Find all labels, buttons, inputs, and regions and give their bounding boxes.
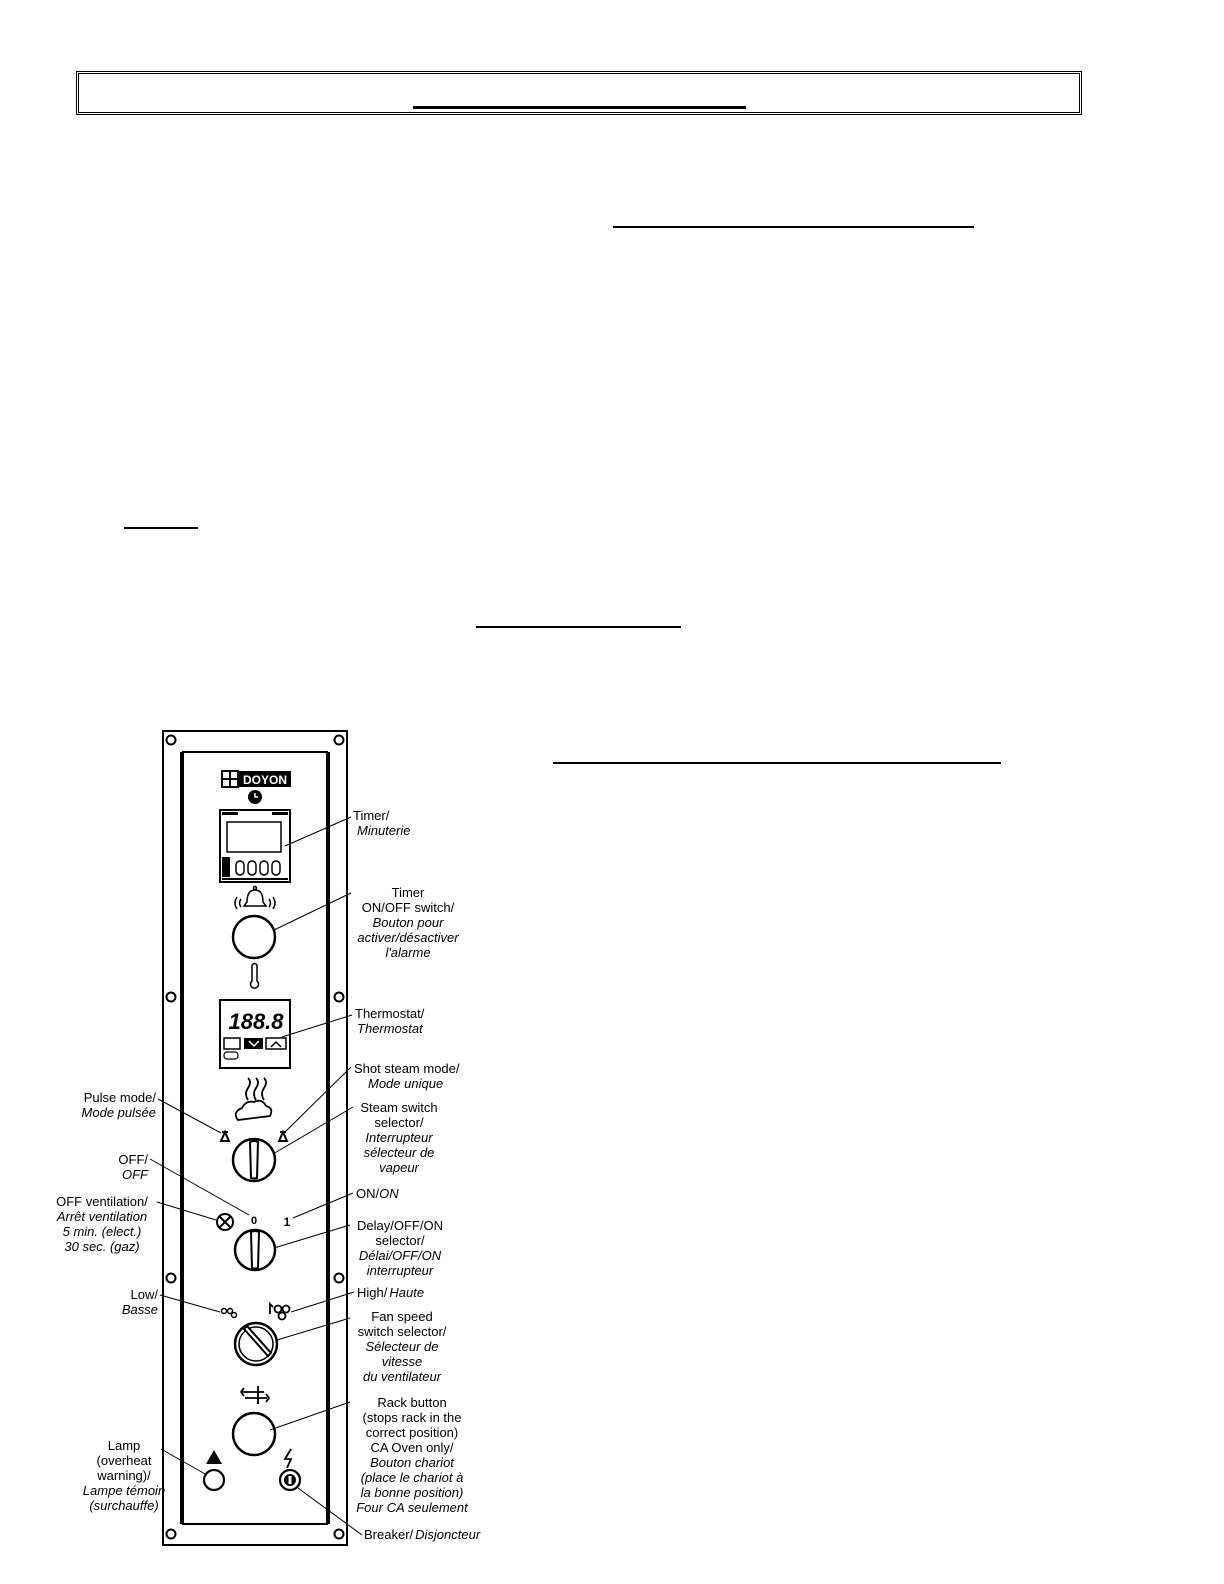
delay-selector-knob — [235, 1230, 275, 1270]
overheat-lamp — [204, 1470, 224, 1490]
mounting-hole — [167, 993, 176, 1002]
mounting-hole — [335, 736, 344, 745]
steam-icon — [236, 1078, 272, 1120]
label-high: High/ Haute — [357, 1285, 425, 1300]
fan-low-icon — [222, 1309, 237, 1318]
label-low: Low/ Basse — [121, 1287, 158, 1317]
mounting-hole — [335, 1274, 344, 1283]
mounting-hole — [167, 1274, 176, 1283]
thermostat-display — [220, 1000, 290, 1068]
label-delay-selector: Delay/OFF/ON selector/ Délai/OFF/ON interrupteur — [357, 1218, 443, 1278]
ventilation-off-icon — [217, 1214, 233, 1230]
label-rack-button: Rack button (stops rack in the correct position) CA Oven only/ Bouton chariot (place le chariot à la bonne position) Four CA seulement — [356, 1395, 468, 1515]
label-pulse-mode: Pulse mode/ Mode pulsée — [81, 1090, 156, 1120]
brand-name: DOYON — [242, 773, 288, 787]
lightning-icon — [285, 1449, 291, 1468]
label-timer-switch: Timer ON/OFF switch/ Bouton pour activer/désactiver l'alarme — [357, 885, 459, 960]
label-steam-selector: Steam switch selector/ Interrupteur sélecteur de vapeur — [360, 1100, 438, 1175]
mounting-hole — [167, 736, 176, 745]
thermometer-icon — [251, 964, 259, 989]
warning-icon — [206, 1450, 222, 1464]
off-marker: 0 — [250, 1215, 258, 1227]
mounting-hole — [167, 1530, 176, 1539]
thermostat-readout: 188.8 — [228, 1009, 284, 1034]
label-breaker: Breaker/ Disjoncteur — [364, 1527, 481, 1542]
label-shot-steam: Shot steam mode/ Mode unique — [354, 1061, 460, 1091]
rack-rotate-icon — [241, 1386, 269, 1404]
on-marker: 1 — [283, 1215, 291, 1229]
rack-button — [233, 1413, 275, 1455]
fan-high-icon — [270, 1304, 290, 1320]
label-on: ON/ON — [356, 1186, 399, 1201]
label-fan-selector: Fan speed switch selector/ Sélecteur de vitesse du ventilateur — [357, 1309, 447, 1384]
pulse-mode-icon — [221, 1132, 229, 1141]
timer-onoff-button — [233, 916, 275, 958]
shot-mode-icon — [279, 1132, 287, 1141]
label-off-ventilation: OFF ventilation/ Arrêt ventilation 5 min. (elect.) 30 sec. (gaz) — [56, 1194, 148, 1254]
label-lamp: Lamp (overheat warning)/ Lampe témoin (surchauffe) — [82, 1438, 166, 1513]
label-timer: Timer/ Minuterie — [353, 808, 411, 838]
fan-speed-knob — [235, 1323, 277, 1365]
mounting-hole — [335, 1530, 344, 1539]
doyon-logo — [222, 771, 291, 787]
breaker-button — [280, 1470, 300, 1490]
label-off: OFF/ OFF — [118, 1152, 148, 1182]
steam-selector-knob — [233, 1139, 275, 1181]
label-thermostat: Thermostat/ Thermostat — [355, 1006, 425, 1036]
bell-icon — [235, 887, 275, 910]
timer-display — [220, 810, 290, 882]
mounting-hole — [335, 993, 344, 1002]
